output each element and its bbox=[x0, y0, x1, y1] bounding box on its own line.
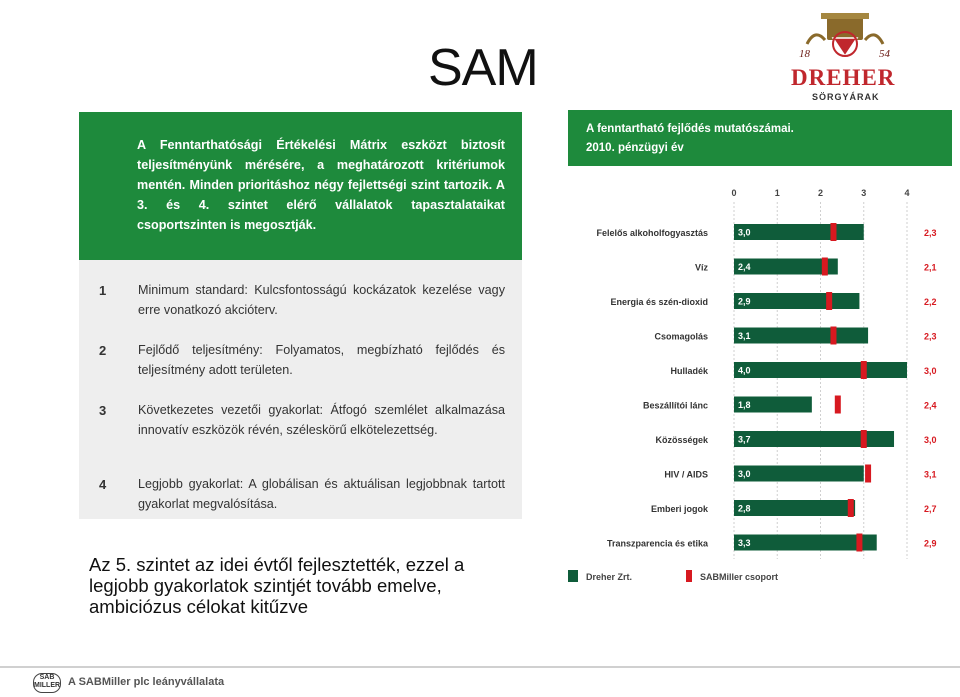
sabmiller-value-label: 2,9 bbox=[924, 538, 937, 549]
category-label: Beszállítói lánc bbox=[642, 400, 708, 411]
dreher-bar bbox=[734, 500, 855, 516]
category-label: Energia és szén-dioxid bbox=[610, 297, 708, 307]
chart-title-line-2: 2010. pénzügyi év bbox=[586, 142, 684, 154]
dreher-bar bbox=[734, 466, 864, 482]
chart-title bbox=[586, 120, 794, 158]
sabmiller-value-label: 2,3 bbox=[924, 228, 937, 238]
level-text: Legjobb gyakorlat: A globálisan és aktuálisan legjobbnak tartott gyakorlat megvalósítása. bbox=[138, 477, 505, 511]
category-label: Transzparencia és etika bbox=[606, 538, 708, 549]
sabmiller-value-label: 3,0 bbox=[924, 435, 937, 445]
footer-divider bbox=[0, 666, 960, 668]
legend-swatch-dreher bbox=[568, 570, 578, 582]
legend-swatch-sabmiller bbox=[686, 570, 692, 582]
dreher-value-label: 3,1 bbox=[738, 331, 751, 341]
x-tick-label: 1 bbox=[774, 188, 780, 198]
category-label: HIV / AIDS bbox=[664, 469, 708, 480]
sabmiller-marker bbox=[861, 361, 867, 379]
category-label: Közösségek bbox=[655, 435, 708, 445]
dreher-value-label: 3,0 bbox=[738, 227, 751, 238]
bar-chart bbox=[568, 166, 952, 610]
level-number: 3 bbox=[99, 403, 107, 418]
sabmiller-marker bbox=[830, 327, 836, 345]
caption: Az 5. szintet az idei évtől fejlesztették, ezzel a legjobb gyakorlatok szintjét tovább emelve, ambiciózus célokat kitűzve bbox=[89, 554, 465, 617]
sabmiller-logo: SAB MILLER bbox=[33, 673, 61, 693]
dreher-bar bbox=[734, 328, 868, 344]
dreher-value-label: 2,9 bbox=[738, 296, 751, 307]
dreher-value-label: 2,8 bbox=[738, 503, 751, 514]
category-label: Víz bbox=[694, 262, 708, 273]
sabmiller-value-label: 2,3 bbox=[924, 331, 937, 342]
logo-brand: DREHER bbox=[791, 65, 896, 90]
dreher-value-label: 3,0 bbox=[738, 469, 751, 479]
level-text: Fejlődő teljesítmény: Folyamatos, megbízható fejlődés és teljesítmény adott területen. bbox=[138, 343, 505, 377]
sabmiller-marker bbox=[826, 292, 832, 310]
dreher-bar bbox=[734, 535, 877, 551]
dreher-value-label: 3,7 bbox=[738, 434, 751, 445]
category-label: Felelős alkoholfogyasztás bbox=[596, 228, 708, 238]
sabmiller-marker bbox=[865, 465, 871, 483]
level-text: Minimum standard: Kulcsfontosságú kockázatok kezelése vagy erre vonatkozó akcióterv. bbox=[138, 283, 505, 317]
x-tick-label: 2 bbox=[817, 188, 824, 198]
sabmiller-marker bbox=[830, 223, 836, 241]
dreher-value-label: 3,3 bbox=[738, 538, 751, 548]
sabmiller-value-label: 3,1 bbox=[924, 469, 937, 480]
dreher-bar bbox=[734, 362, 907, 378]
level-text: Következetes vezetői gyakorlat: Átfogó szemlélet alkalmazása innovatív eszközök révén, széleskörű elkötelezettség. bbox=[138, 403, 505, 437]
legend-label-dreher: Dreher Zrt. bbox=[586, 572, 633, 582]
x-tick-label: 4 bbox=[904, 188, 910, 198]
dreher-logo bbox=[785, 10, 905, 102]
x-tick-label: 0 bbox=[731, 188, 737, 198]
sabmiller-marker bbox=[835, 396, 841, 414]
sabmiller-value-label: 2,7 bbox=[924, 504, 937, 514]
sabmiller-marker bbox=[856, 534, 862, 552]
logo-subtitle: SÖRGYÁRAK bbox=[812, 92, 880, 102]
category-label: Csomagolás bbox=[654, 331, 708, 342]
dreher-value-label: 4,0 bbox=[738, 365, 751, 376]
sabmiller-value-label: 2,2 bbox=[924, 297, 937, 307]
dreher-value-label: 2,4 bbox=[738, 262, 751, 272]
category-label: Emberi jogok bbox=[650, 504, 708, 514]
sabmiller-value-label: 2,4 bbox=[924, 400, 937, 411]
footer-text: A SABMiller plc leányvállalata bbox=[68, 676, 225, 688]
dreher-bar bbox=[734, 224, 864, 240]
legend-label-sabmiller: SABMiller csoport bbox=[700, 572, 779, 582]
category-label: Hulladék bbox=[670, 366, 708, 376]
sabmiller-marker bbox=[861, 430, 867, 448]
dreher-value-label: 1,8 bbox=[738, 400, 751, 410]
logo-year-right: 54 bbox=[879, 48, 890, 60]
level-number: 4 bbox=[99, 477, 107, 492]
matrix-header bbox=[79, 112, 522, 260]
level-number: 1 bbox=[99, 283, 107, 298]
matrix-header-text: A Fenntarthatósági Értékelési Mátrix eszközt biztosít teljesítményünk mérésére, a meghatározott kritériumok mentén. Minden prioritáshoz négy fejlettségi szint tartozik. A 3. és 4. szintet elérő vállalatok tapasztalataikat csoportszinten is megosztják. bbox=[137, 138, 505, 232]
dreher-bar bbox=[734, 293, 859, 309]
sabmiller-value-label: 3,0 bbox=[924, 366, 937, 376]
logo-year-left: 18 bbox=[799, 48, 810, 60]
page-title: SAM bbox=[428, 39, 538, 97]
maturity-matrix-panel bbox=[79, 112, 522, 519]
chart-title-line-1: A fenntartható fejlődés mutatószámai. bbox=[586, 123, 794, 135]
sabmiller-value-label: 2,1 bbox=[924, 262, 937, 273]
chart-header bbox=[568, 110, 952, 166]
x-tick-label: 3 bbox=[861, 188, 867, 198]
sabmiller-marker bbox=[848, 499, 854, 517]
level-number: 2 bbox=[99, 343, 107, 358]
chart-panel bbox=[568, 110, 952, 610]
sabmiller-marker bbox=[822, 258, 828, 276]
dreher-bar bbox=[734, 431, 894, 447]
